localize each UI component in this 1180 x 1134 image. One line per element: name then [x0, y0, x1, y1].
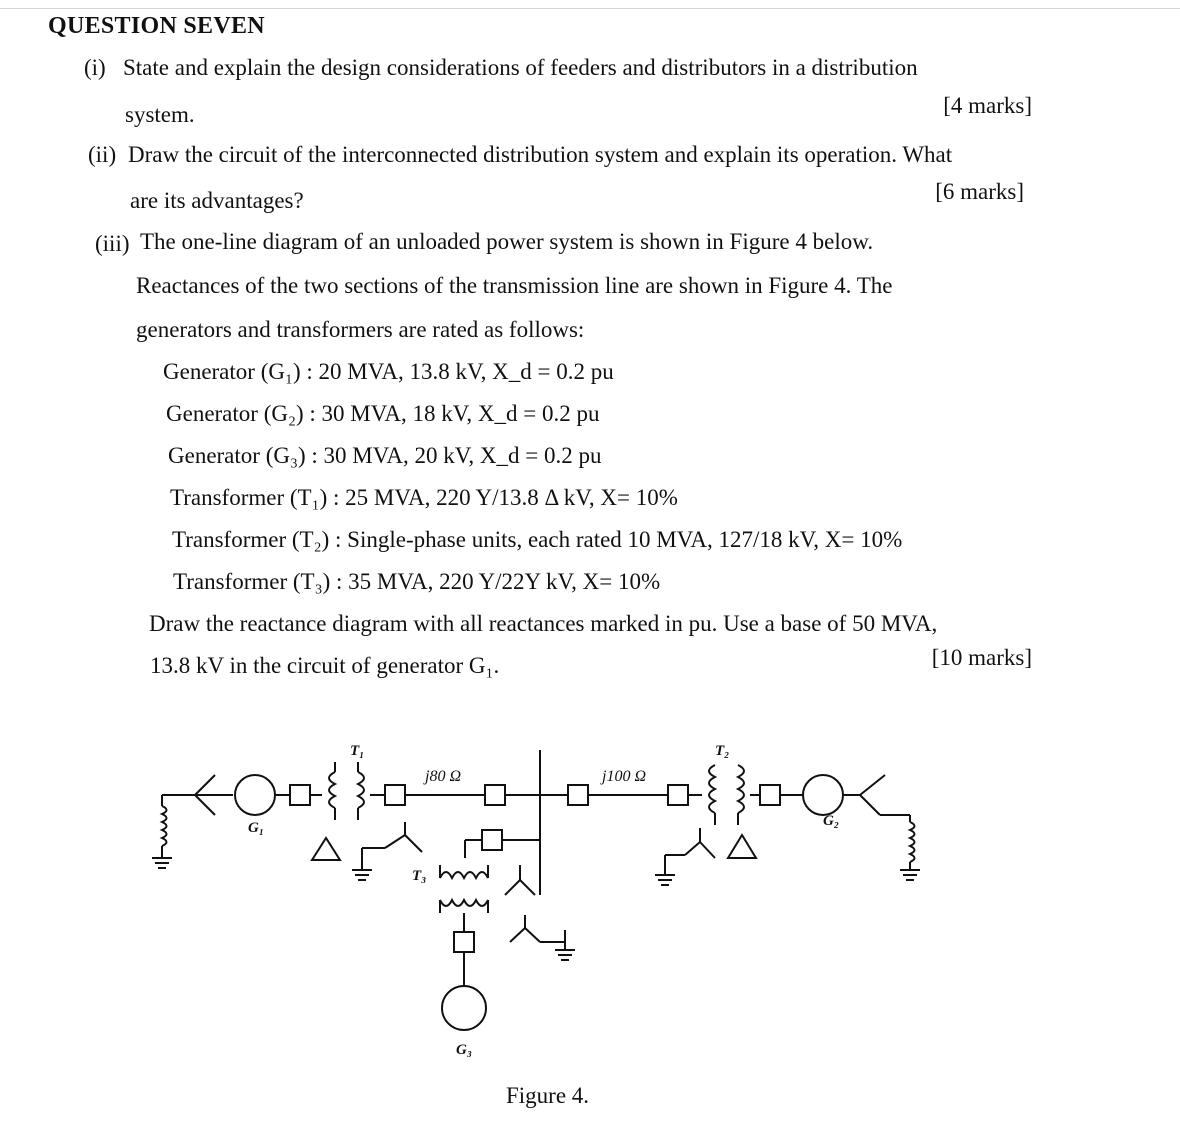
- q1-marks: [4 marks]: [943, 93, 1032, 118]
- q3-instruction2: 13.8 kV in the circuit of generator G₁.: [150, 653, 500, 678]
- breaker-2-icon: [385, 785, 405, 805]
- breaker-7-icon: [482, 830, 502, 850]
- breaker-5-icon: [668, 785, 688, 805]
- q1-label: (i): [84, 55, 106, 80]
- q3-line1: The one-line diagram of an unloaded power system is shown in Figure 4 below.: [140, 229, 874, 254]
- q3-line2: Reactances of the two sections of the transmission line are shown in Figure 4. The: [136, 273, 893, 298]
- g1-neutral-ground-icon: [152, 795, 195, 868]
- rating-g3: Generator (G₃) : 30 MVA, 20 kV, X_d = 0.2 pu: [168, 443, 602, 468]
- t1-label: T₁: [350, 743, 365, 759]
- t3-wye-ground-icon: [510, 915, 575, 960]
- q2-line2: are its advantages?: [130, 188, 304, 213]
- g2-neutral-ground-icon: [900, 815, 920, 880]
- t2-wye-ground-icon: [655, 828, 715, 885]
- q2-label: (ii): [88, 142, 117, 167]
- g1-label: G₁: [248, 820, 265, 836]
- g1-wye-icon: [195, 775, 233, 815]
- rating-t2: Transformer (T₂) : Single-phase units, each rated 10 MVA, 127/18 kV, X= 10%: [172, 527, 903, 552]
- question-heading: QUESTION SEVEN: [48, 13, 265, 39]
- q2-line1: Draw the circuit of the interconnected distribution system and explain its operation. What: [128, 142, 953, 167]
- breaker-6-icon: [760, 785, 780, 805]
- q3-marks: [10 marks]: [931, 645, 1032, 670]
- t1-delta-icon: [312, 838, 340, 860]
- rating-t3: Transformer (T₃) : 35 MVA, 220 Y/22Y kV, X= 10%: [173, 569, 661, 594]
- t2-label: T₂: [715, 743, 730, 759]
- t3-wye-icon: [505, 865, 535, 895]
- one-line-diagram: [140, 730, 940, 1060]
- breaker-4-icon: [568, 785, 588, 805]
- g2-generator-icon: [803, 775, 843, 815]
- q1-line2: system.: [125, 102, 195, 127]
- q2-marks: [6 marks]: [935, 179, 1024, 204]
- t1-transformer-icon: [329, 762, 364, 820]
- g1-generator-icon: [235, 775, 275, 815]
- t2-delta-icon: [728, 835, 756, 858]
- t3-transformer-icon: [440, 865, 488, 913]
- breaker-8-icon: [454, 932, 474, 952]
- t3-label: T₃: [412, 868, 427, 884]
- q3-instruction1: Draw the reactance diagram with all reactances marked in pu. Use a base of 50 MVA,: [149, 611, 938, 636]
- g3-label: G₃: [456, 1042, 473, 1058]
- t2-transformer-icon: [709, 765, 744, 825]
- q3-label: (iii): [95, 231, 130, 256]
- g3-generator-icon: [442, 986, 486, 1030]
- g2-label: G₂: [823, 813, 840, 829]
- g2-wye-icon: [843, 775, 910, 815]
- rating-g2: Generator (G₂) : 30 MVA, 18 kV, X_d = 0.2 pu: [166, 401, 600, 426]
- breaker-3-icon: [485, 785, 505, 805]
- figure-caption: Figure 4.: [506, 1083, 590, 1108]
- line2-reactance-label: j100 Ω: [602, 768, 647, 785]
- page-top-rule: [0, 8, 1180, 9]
- rating-g1: Generator (G₁) : 20 MVA, 13.8 kV, X_d = 0.2 pu: [163, 359, 614, 384]
- breaker-1-icon: [290, 785, 310, 805]
- line1-reactance-label: j80 Ω: [425, 768, 462, 785]
- q1-line1: State and explain the design considerations of feeders and distributors in a distribution: [123, 55, 918, 80]
- rating-t1: Transformer (T₁) : 25 MVA, 220 Y/13.8 Δ kV, X= 10%: [170, 485, 678, 510]
- q3-line3: generators and transformers are rated as follows:: [136, 317, 585, 342]
